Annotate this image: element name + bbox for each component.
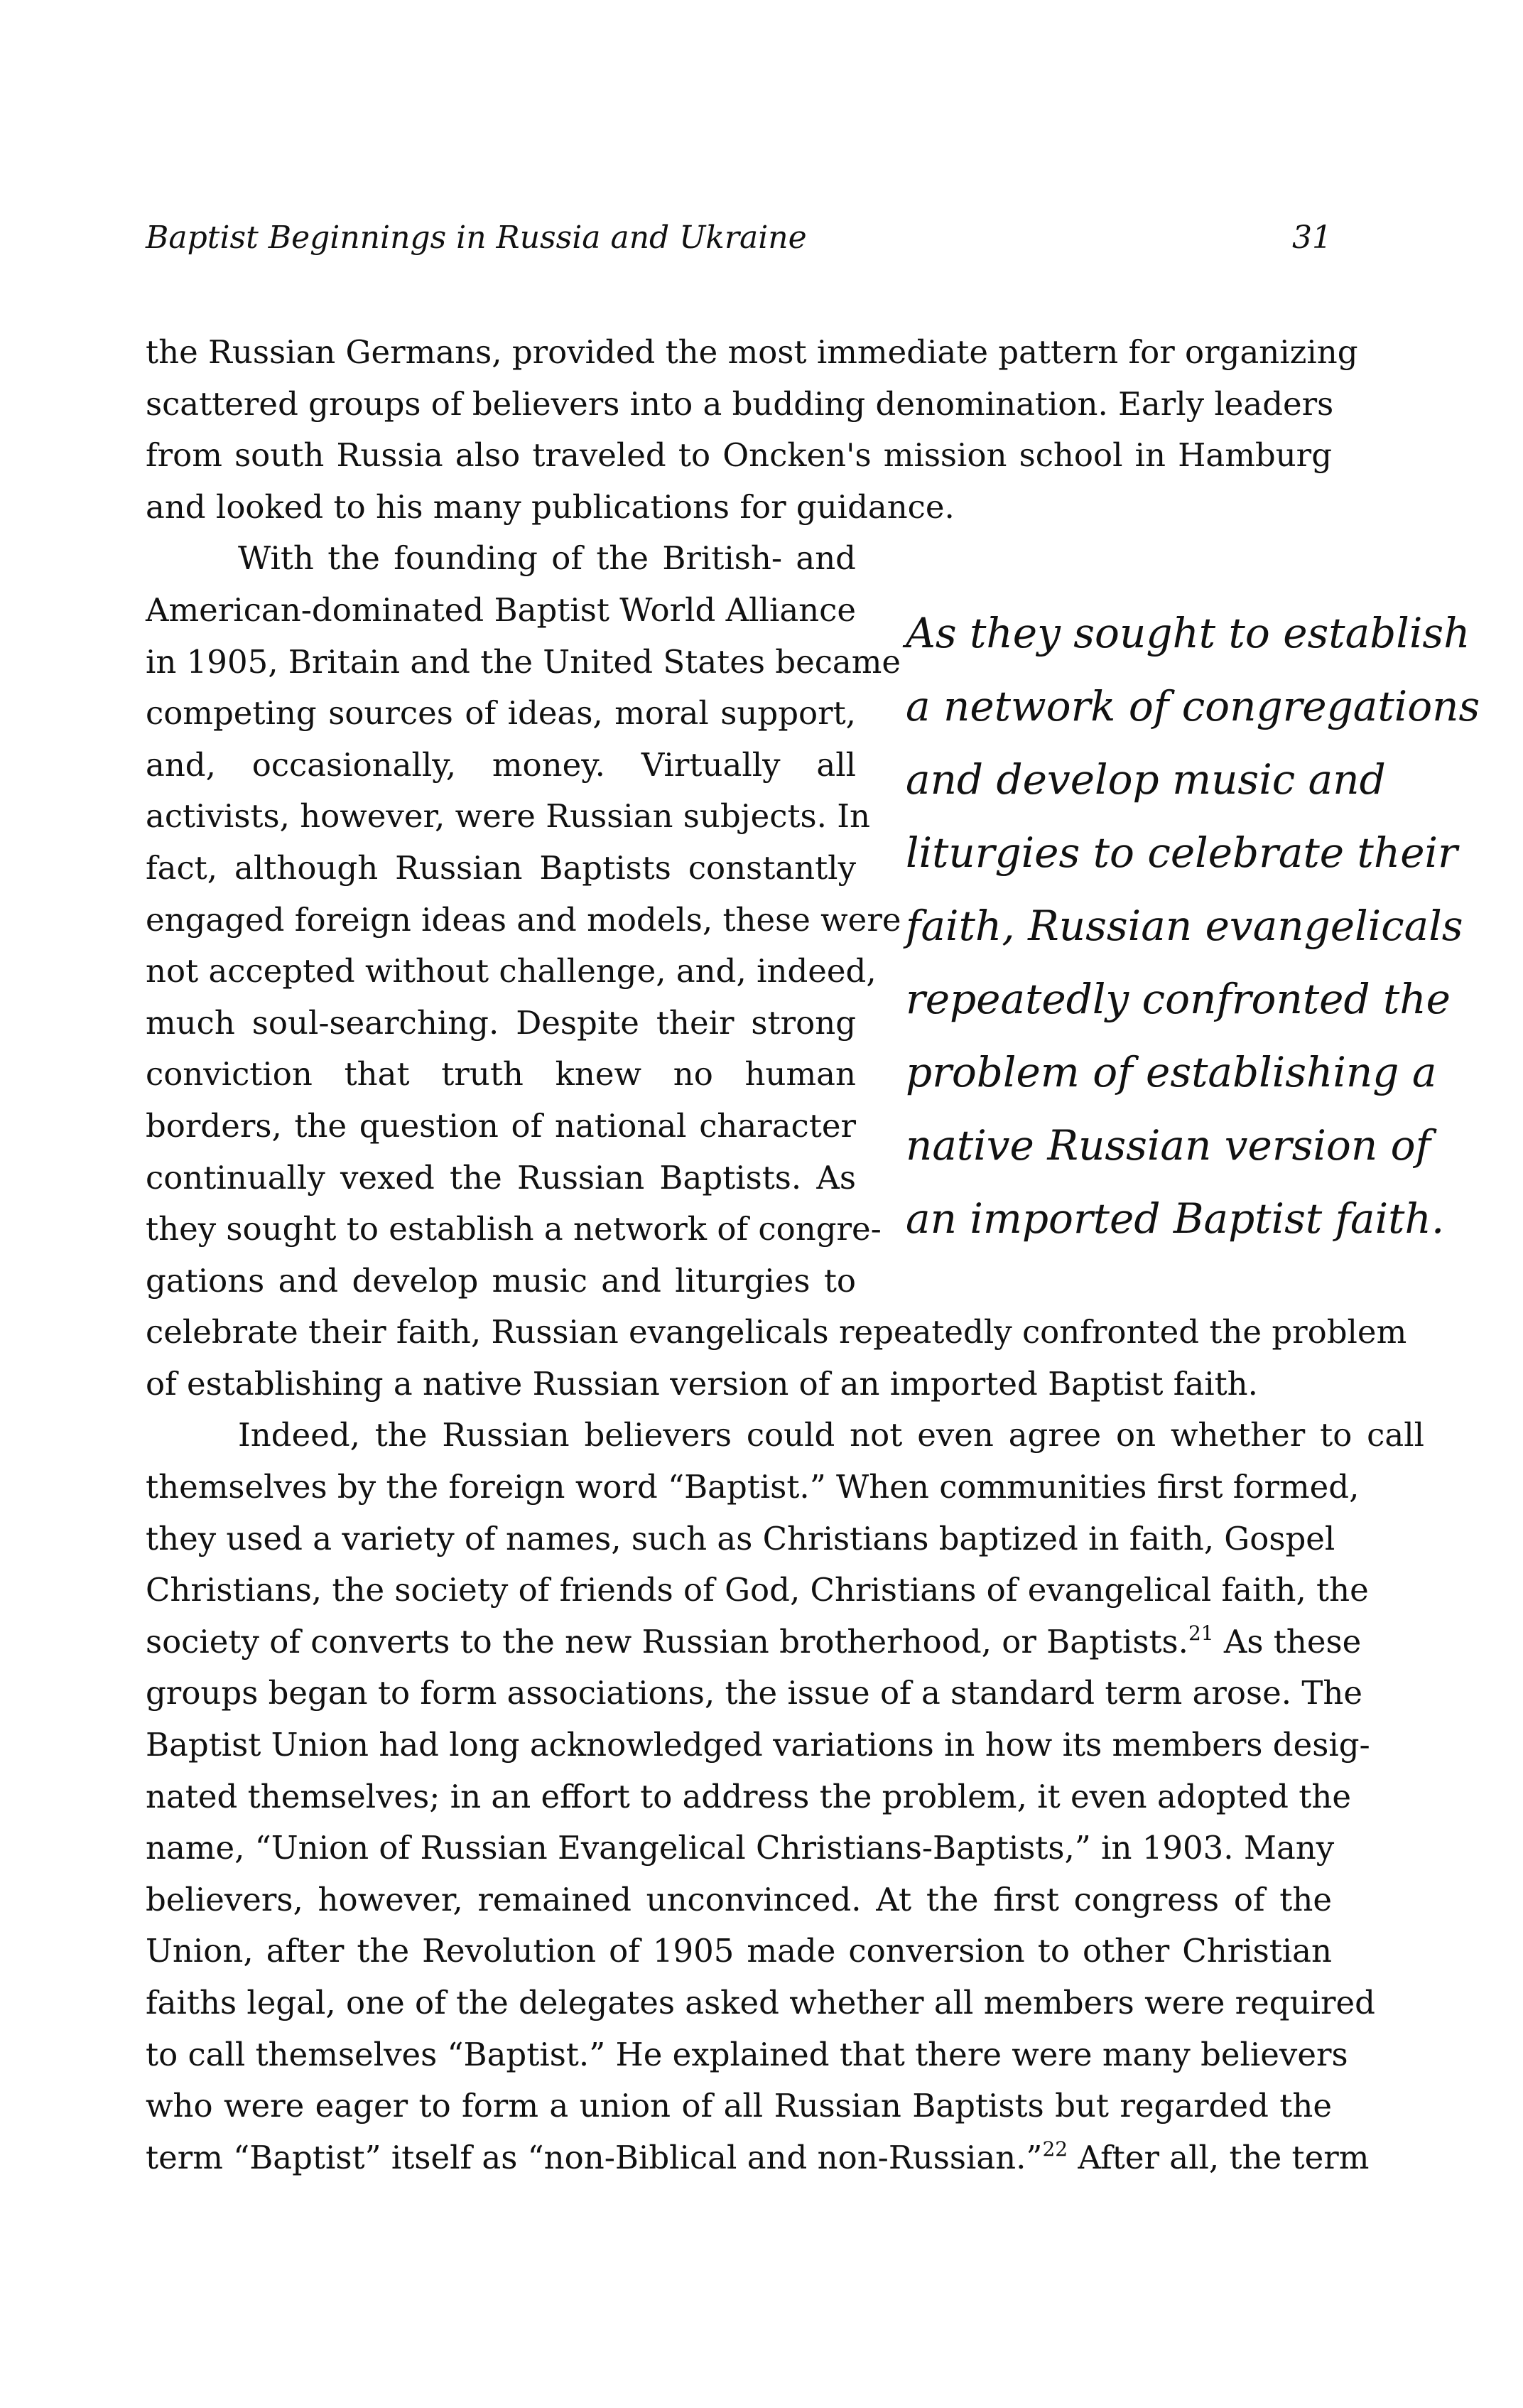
text-line: and, occasionally, money. Virtually all — [146, 745, 856, 784]
pull-quote-line: and develop music and — [906, 755, 1386, 804]
running-head — [146, 213, 1332, 263]
text-line: not accepted without challenge, and, indeed, — [146, 952, 877, 990]
text-line: gations and develop music and liturgies to — [146, 1261, 856, 1300]
text-line-with-note — [146, 2132, 1370, 2184]
line-text: society of converts to the new Russian brotherhood, or Baptists. — [146, 1622, 1188, 1661]
pull-quote-line: a network of congregations — [906, 682, 1480, 730]
text-line: scattered groups of believers into a budding denomination. Early leaders — [146, 384, 1334, 423]
text-line: Union, after the Revolution of 1905 made conversion to other Christian — [146, 1932, 1332, 1970]
line-text: After all, the term — [1068, 2138, 1370, 2176]
text-line: in 1905, Britain and the United States became — [146, 642, 901, 681]
running-title: Baptist Beginnings in Russia and Ukraine — [146, 220, 807, 256]
text-line: engaged foreign ideas and models, these were — [146, 900, 901, 939]
text-line: faiths legal, one of the delegates asked whether all members were required — [146, 1984, 1375, 2021]
text-line: of establishing a native Russian version of an imported Baptist faith. — [146, 1364, 1258, 1403]
page-number: 31 — [1292, 220, 1332, 256]
text-line: believers, however, remained unconvinced. At the first congress of the — [146, 1880, 1332, 1918]
line-text: term “Baptist” itself as “non-Biblical and non-Russian.” — [146, 2138, 1043, 2176]
text-line: continually vexed the Russian Baptists. As — [146, 1158, 856, 1197]
pull-quote-line: repeatedly confronted the — [906, 975, 1451, 1023]
pull-quote-line: problem of establishing a — [906, 1048, 1437, 1096]
footnote-ref-22: 22 — [1042, 2137, 1068, 2161]
text-line: American-dominated Baptist World Alliance — [146, 590, 856, 629]
text-line: fact, although Russian Baptists constantly — [146, 848, 856, 887]
text-line: themselves by the foreign word “Baptist.” When communities first formed, — [146, 1468, 1360, 1506]
text-line: groups began to form associations, the issue of a standard term arose. The — [146, 1674, 1362, 1712]
text-line: Christians, the society of friends of God, Christians of evangelical faith, the — [146, 1571, 1369, 1609]
text-line: celebrate their faith, Russian evangelicals repeatedly confronted the problem — [146, 1313, 1407, 1351]
text-line: Baptist Union had long acknowledged variations in how its members desig- — [146, 1726, 1370, 1764]
footnote-ref-21: 21 — [1188, 1621, 1214, 1645]
text-line: name, “Union of Russian Evangelical Christians-Baptists,” in 1903. Many — [146, 1829, 1335, 1867]
text-line: conviction that truth knew no human — [146, 1055, 856, 1094]
text-line: and looked to his many publications for guidance. — [146, 487, 955, 526]
line-text: As these — [1213, 1622, 1362, 1661]
text-line: activists, however, were Russian subjects. In — [146, 797, 871, 836]
text-line: nated themselves; in an effort to address the problem, it even adopted the — [146, 1777, 1351, 1815]
pull-quote-line: liturgies to celebrate their — [906, 828, 1458, 877]
text-line: competing sources of ideas, moral support, — [146, 694, 856, 733]
text-line: borders, the question of national character — [146, 1106, 856, 1145]
text-line: they used a variety of names, such as Christians baptized in faith, Gospel — [146, 1519, 1335, 1557]
text-line: who were eager to form a union of all Russian Baptists but regarded the — [146, 2087, 1332, 2125]
text-line-with-note — [146, 1616, 1362, 1668]
pull-quote-line: native Russian version of — [906, 1121, 1431, 1170]
pull-quote — [906, 597, 1480, 1256]
pull-quote-line: an imported Baptist faith. — [906, 1194, 1445, 1243]
text-line: much soul-searching. Despite their strong — [146, 1003, 856, 1042]
text-line: the Russian Germans, provided the most immediate pattern for organizing — [146, 333, 1358, 371]
text-line: from south Russia also traveled to Oncken's mission school in Hamburg — [146, 436, 1332, 475]
text-line: they sought to establish a network of congre- — [146, 1210, 882, 1248]
text-line: Indeed, the Russian believers could not even agree on whether to call — [238, 1416, 1424, 1454]
text-line: With the founding of the British- and — [238, 539, 856, 578]
pull-quote-line: faith, Russian evangelicals — [906, 902, 1463, 950]
pull-quote-line: As they sought to establish — [906, 609, 1470, 657]
text-line: to call themselves “Baptist.” He explained that there were many believers — [146, 2035, 1348, 2073]
